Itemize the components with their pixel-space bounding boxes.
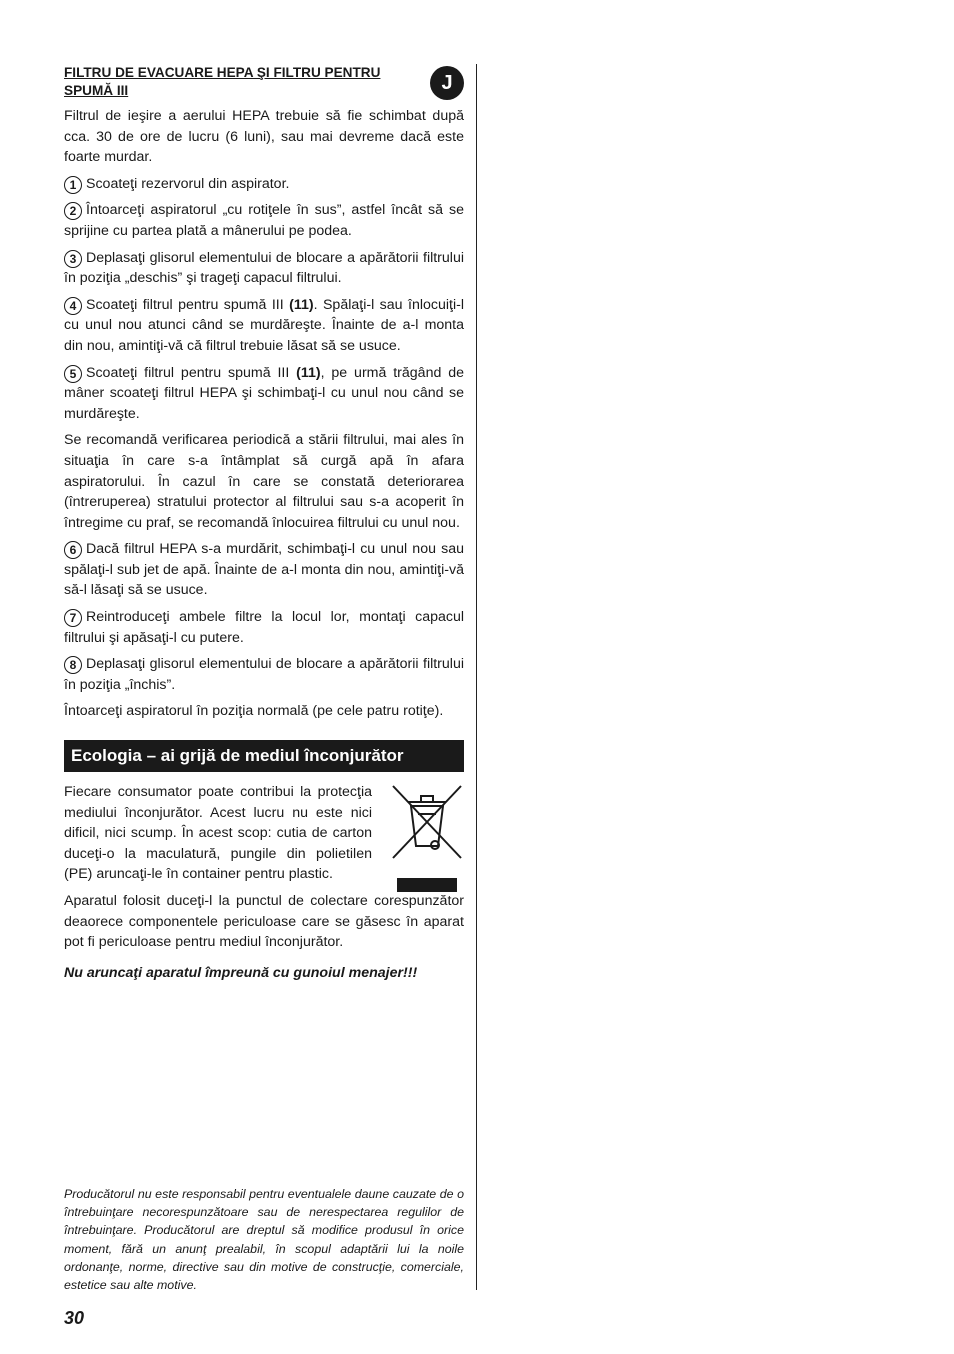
part-reference: (11) [289, 296, 314, 313]
step-8: 8 Deplasaţi glisorul elementului de blocare a apărătorii filtrului în poziţia „închis”. [64, 656, 464, 693]
main-column [64, 64, 464, 989]
column-divider [476, 64, 477, 1290]
recommendation-paragraph: Se recomandă verificarea periodică a stării filtrului, mai ales în situaţia în care s-a întâmplat să curgă apă în afara aspiratorului. În cazul în care se constată deteriorarea (întreruperea) stratului protector al filtrului sau s-a acoperit în întregime cu praf, se recomandă înlocuirea filtrului cu unul nou. [64, 432, 464, 531]
page-number: 30 [64, 1308, 85, 1328]
step-number: 5 [64, 365, 82, 383]
ecology-disposal-paragraph: Aparatul folosit duceţi-l la punctul de colectare corespunzător deaorece componentele periculoase care se găsesc în aparat pot fi periculoase pentru mediul înconjurător. [64, 893, 464, 951]
step-number: 2 [64, 202, 82, 220]
step-5: 5 Scoateţi filtrul pentru spumă III (11), pe urmă trăgând de mâner scoateţi filtrul HEPA şi schimbaţi-l cu unul nou când se murdăreşte. [64, 364, 464, 422]
step-4: 4 Scoateţi filtrul pentru spumă III (11). Spălaţi-l sau înlocuiţi-l cu unul nou atunci când se murdăreşte. Înainte de a-l monta din nou, amintiţi-vă că filtrul trebuie lăsat să se usuce. [64, 296, 464, 354]
intro-paragraph: Filtrul de ieşire a aerului HEPA trebuie să fie schimbat după cca. 30 de ore de lucru (6 luni), sau mai devreme dacă este foarte murdar. [64, 108, 464, 166]
step-number: 3 [64, 250, 82, 268]
step-7: 7 Reintroduceţi ambele filtre la locul lor, montaţi capacul filtrului şi apăsaţi-l cu putere. [64, 609, 464, 646]
step-number: 4 [64, 297, 82, 315]
step-6: 6 Dacă filtrul HEPA s-a murdărit, schimbaţi-l cu unul nou sau spălaţi-l sub jet de apă. Înainte de a-l monta din nou, amintiţi-vă să-l lăsaţi să se usuce. [64, 541, 464, 599]
step-number: 1 [64, 176, 82, 194]
step-1: 1 Scoateţi rezervorul din aspirator. [64, 174, 464, 195]
step-number: 6 [64, 541, 82, 559]
crossed-bin-icon [391, 784, 463, 892]
manufacturer-disclaimer: Producătorul nu este responsabil pentru eventualele daune cauzate de o întrebuinţare necorespunzătoare sau de nerespectarea regulilor de întrebuinţare. Producătorul are dreptul să modifice produsul în orice moment, fără un anunţ prealabil, în scopul adaptării lui la noile ordonanţe, norme, directive sau din motive de construcţie, comerciale, estetice sau alte motive. [64, 1187, 464, 1293]
section-badge: J [430, 66, 464, 100]
step-3: 3 Deplasaţi glisorul elementului de blocare a apărătorii filtrului în poziţia „deschis” şi trageţi capacul filtrului. [64, 249, 464, 287]
disposal-warning: Nu aruncaţi aparatul împreună cu gunoiul menajer!!! [64, 964, 418, 981]
step-2: 2 Întoarceţi aspiratorul „cu rotiţele în sus”, astfel încât să se sprijine cu partea plată a mânerului pe podea. [64, 202, 464, 239]
step-number: 7 [64, 609, 82, 627]
ecology-paragraph: Fiecare consumator poate contribui la protecţia mediului înconjurător. Acest lucru nu este nici dificil, nici scump. În acest scop: cutia de carton duceţi-o la maculatură, pungile din polietilen (PE) aruncaţi-le în container pentru plastic. [64, 784, 372, 883]
step-number: 8 [64, 656, 82, 674]
ecology-banner: Ecologia – ai grijă de mediul înconjurător [64, 740, 464, 772]
section-title: FILTRU DE EVACUARE HEPA ŞI FILTRU PENTRU SPUMĂ III [64, 65, 381, 98]
part-reference: (11) [296, 364, 321, 381]
final-paragraph: Întoarceţi aspiratorul în poziţia normală (pe cele patru rotiţe). [64, 703, 444, 720]
ecology-block [64, 782, 464, 885]
